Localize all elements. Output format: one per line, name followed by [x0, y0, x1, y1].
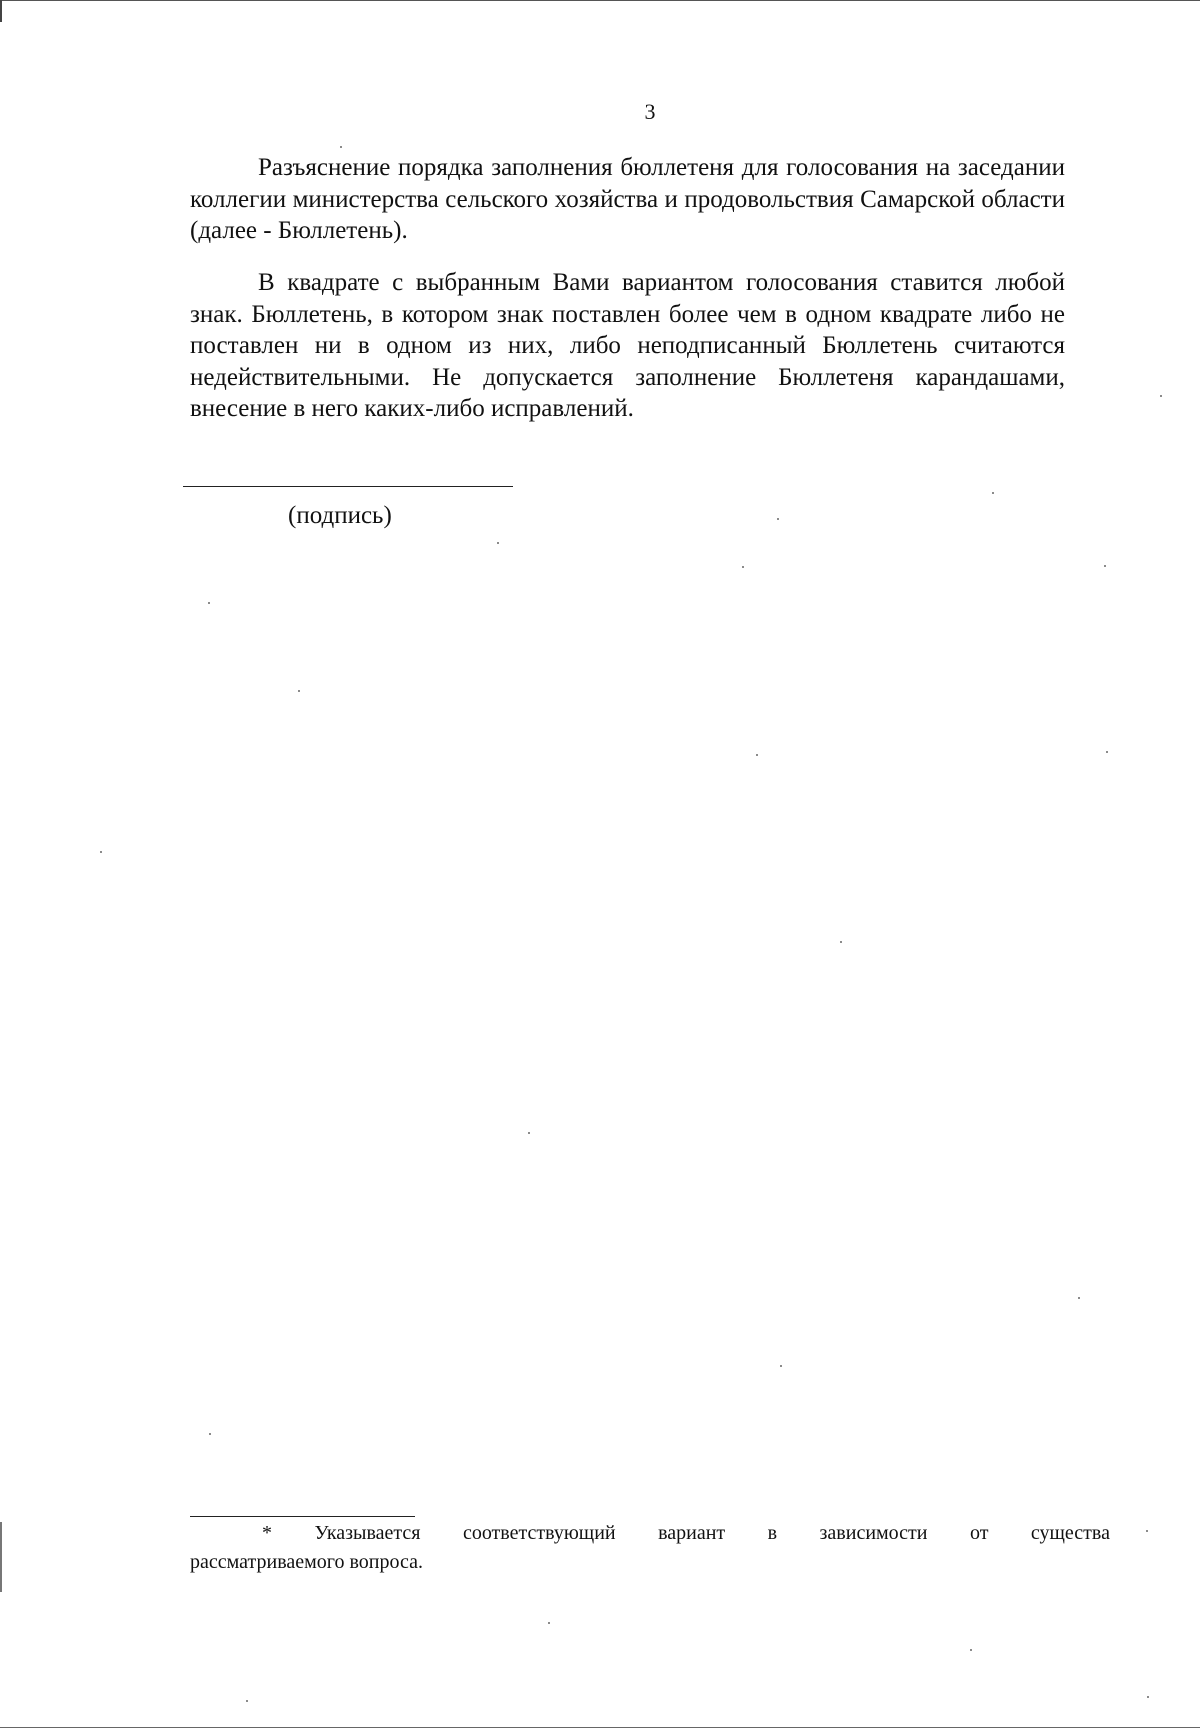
footnote-word: вариант: [658, 1522, 726, 1544]
scan-speck: [742, 566, 744, 568]
scan-speck: [1160, 395, 1162, 397]
scan-speck: [548, 1622, 550, 1624]
scan-speck: [780, 1365, 782, 1367]
scan-speck: [209, 1433, 211, 1435]
footnote-word: существа: [1030, 1522, 1110, 1544]
scan-speck: [1146, 1530, 1148, 1532]
scan-speck: [777, 518, 779, 520]
scan-speck: [1078, 1297, 1080, 1299]
scan-speck: [970, 1649, 972, 1651]
footnote-separator: [190, 1516, 415, 1517]
paragraph-voting-instructions: В квадрате с выбранным Вами вариантом голосования ставится любой знак. Бюллетень, в котором знак поставлен более чем в одном квадрате либо не поставлен ни в одном из них, либо неподписанный Бюллетень считаются недействительными. Не допускается заполнение Бюллетеня карандашами, внесение в него каких-либо исправлений.: [190, 269, 1065, 422]
scan-speck: [992, 492, 994, 494]
scan-speck: [497, 542, 499, 544]
footnote-word: Указывается: [314, 1522, 421, 1544]
scan-speck: [340, 146, 342, 148]
scan-edge-left-lower: [0, 1522, 2, 1592]
scan-speck: [1104, 565, 1106, 567]
scan-speck: [246, 1700, 248, 1702]
scan-speck: [298, 690, 300, 692]
scan-speck: [528, 1132, 530, 1134]
scan-edge-left: [0, 0, 2, 22]
scan-speck: [840, 941, 842, 943]
footnote-word: соответствующий: [462, 1522, 616, 1544]
footnote-line-2: рассматриваемого вопроса.: [190, 1551, 423, 1573]
scan-speck: [100, 851, 102, 853]
page-number: 3: [644, 99, 656, 124]
scan-edge-bottom: [0, 1727, 1200, 1728]
footnote-line-1: [190, 1519, 1110, 1548]
scan-speck: [756, 754, 758, 756]
signature-line: [183, 486, 513, 487]
paragraph-explanation-title: Разъяснение порядка заполнения бюллетеня для голосования на заседании коллегии министерства сельского хозяйства и продовольствия Самарской области (далее - Бюллетень).: [190, 154, 1065, 244]
footnote: [190, 1519, 1110, 1577]
signature-caption: (подпись): [288, 502, 392, 529]
scan-speck: [1147, 1696, 1149, 1698]
footnote-word: зависимости: [819, 1522, 928, 1544]
footnote-word: от: [969, 1522, 989, 1544]
footnote-word: в: [767, 1522, 778, 1544]
scan-speck: [208, 602, 210, 604]
footnote-word: *: [262, 1522, 272, 1544]
scan-speck: [1106, 751, 1108, 753]
scan-edge-top: [0, 0, 1200, 1]
